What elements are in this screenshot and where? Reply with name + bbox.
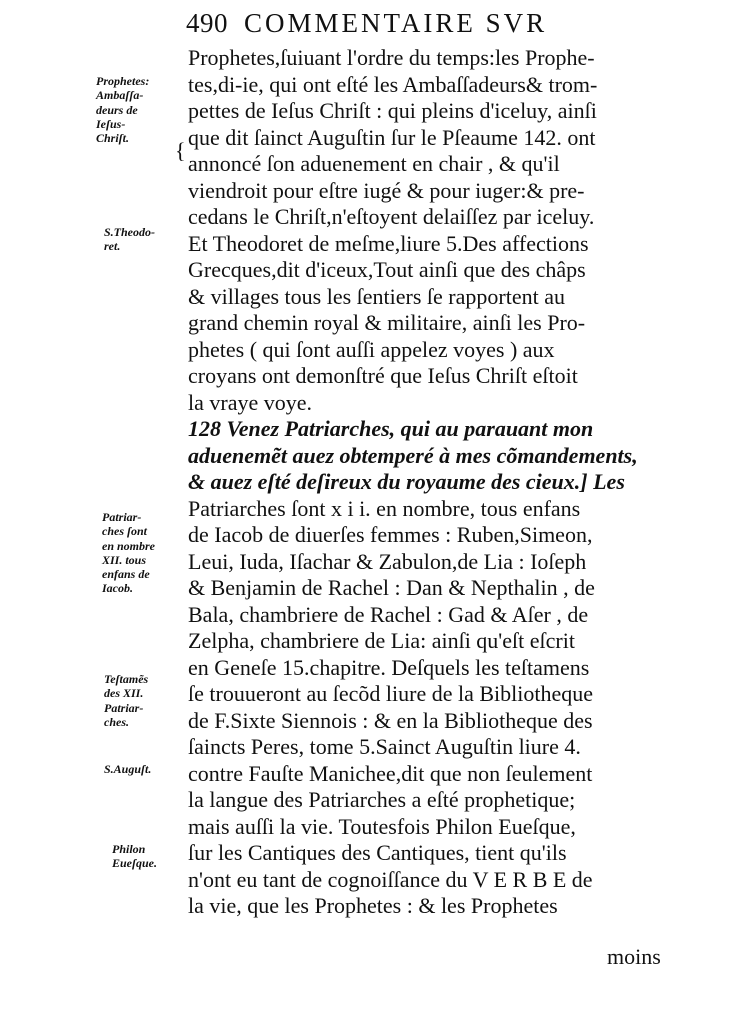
margin-note [104, 225, 196, 254]
text-line: mais auſſi la vie. Toutesfois Philon Eueſque, [188, 813, 576, 839]
margin-note-line: deurs de [96, 102, 138, 117]
quoted-verse-line: aduenemẽt auez obtemperé à mes cõmandements, [188, 442, 638, 468]
text-line: phetes ( qui ſont auſſi appelez voyes ) aux [188, 336, 555, 362]
text-line: ſaincts Peres, tome 5.Sainct Auguſtin liure 4. [188, 734, 581, 759]
quoted-verse-line: & auez eſté deſireux du royaume des cieux.] Les [188, 469, 625, 494]
text-line: Bala, chambriere de Rachel : Gad & Aſer , de [188, 601, 589, 627]
margin-note-line: enfans de [102, 567, 150, 582]
margin-note-line: ches ſont [102, 524, 147, 539]
margin-note [112, 842, 204, 871]
margin-note-line: Patriar- [102, 510, 142, 524]
margin-note-line: Ambaſſa- [96, 88, 144, 103]
text-line: pettes de Ieſus Chriſt : qui pleins d'iceluy, ainſi [188, 98, 597, 123]
text-line: que dit ſainct Auguſtin ſur le Pſeaume 142. ont [188, 124, 596, 150]
margin-note [102, 510, 194, 596]
margin-note-line: des XII. [104, 686, 144, 701]
text-line: n'ont eu tant de cognoiſſance du V E R B E de [188, 866, 593, 892]
text-line: & villages tous les ſentiers ſe rapportent au [188, 283, 565, 309]
margin-note-line: Philon [112, 842, 146, 856]
text-line: la langue des Patriarches a eſté prophetique; [188, 787, 576, 812]
text-line: Zelpha, chambriere de Lia: ainſi qu'eſt eſcrit [188, 628, 575, 653]
text-line: en Geneſe 15.chapitre. Deſquels les teſtamens [188, 654, 590, 680]
page-number: 490 [186, 8, 228, 38]
margin-note-line: Iacob. [102, 581, 133, 596]
margin-note-line: ches. [104, 714, 129, 729]
margin-note-line: ret. [104, 239, 121, 254]
text-line: annoncé ſon aduenement en chair , & qu'il [188, 151, 560, 176]
text-line: contre Fauſte Manichee,dit que non ſeulement [188, 760, 593, 786]
text-line: la vraye voye. [188, 389, 312, 415]
body-text [188, 45, 658, 920]
text-line: ſe trouueront au ſecõd liure de la Bibliotheque [188, 681, 594, 706]
text-line: viendroit pour eſtre iugé & pour iuger:& pre- [188, 177, 585, 203]
text-line: de Iacob de diuerſes femmes : Ruben,Simeon, [188, 522, 593, 547]
margin-note [104, 762, 196, 776]
text-line: & Benjamin de Rachel : Dan & Nepthalin , de [188, 575, 595, 600]
margin-note-line: Teſtamẽs [104, 672, 149, 686]
margin-note-line: Eueſque. [112, 856, 157, 871]
margin-note-line: XII. tous [102, 552, 147, 567]
text-line: grand chemin royal & militaire, ainſi les Pro- [188, 310, 586, 335]
text-line: de F.Sixte Siennois : & en la Bibliotheque des [188, 707, 593, 733]
margin-note-line: S.Theodo- [104, 225, 155, 239]
quoted-verse-line: 128 Venez Patriarches, qui au parauant mon [188, 416, 594, 441]
margin-note [96, 74, 188, 145]
margin-note-line: Chriſt. [96, 131, 130, 146]
margin-note [104, 672, 196, 729]
margin-note-line: en nombre [102, 538, 156, 553]
running-head: COMMENTAIRE SVR [244, 8, 548, 38]
page-header [186, 4, 656, 44]
catchword: moins [607, 944, 661, 969]
text-line: ſur les Cantiques des Cantiques, tient qu'ils [188, 840, 567, 865]
margin-note-line: Prophetes: [96, 74, 150, 88]
text-line: tes,di-ie, qui ont eſté les Ambaſſadeurs& trom- [188, 71, 598, 97]
text-line: Patriarches ſont x i i. en nombre, tous enfans [188, 495, 581, 521]
text-line: Prophetes,ſuiuant l'ordre du temps:les Prophe- [188, 45, 595, 70]
text-line: Grecques,dit d'iceux,Tout ainſi que des châps [188, 257, 586, 282]
text-line: Et Theodoret de meſme,liure 5.Des affections [188, 230, 589, 256]
margin-note-line: S.Auguſt. [104, 762, 152, 776]
margin-bracket: { [175, 138, 186, 163]
text-line: la vie, que les Prophetes : & les Prophetes [188, 893, 558, 918]
text-line: croyans ont demonſtré que Ieſus Chriſt eſtoit [188, 363, 578, 388]
margin-note-line: Patriar- [104, 700, 144, 715]
text-line: Leui, Iuda, Iſachar & Zabulon,de Lia : Ioſeph [188, 548, 587, 574]
margin-note-line: Ieſus- [96, 116, 126, 131]
text-line: cedans le Chriſt,n'eſtoyent delaiſſez par iceluy. [188, 204, 595, 229]
